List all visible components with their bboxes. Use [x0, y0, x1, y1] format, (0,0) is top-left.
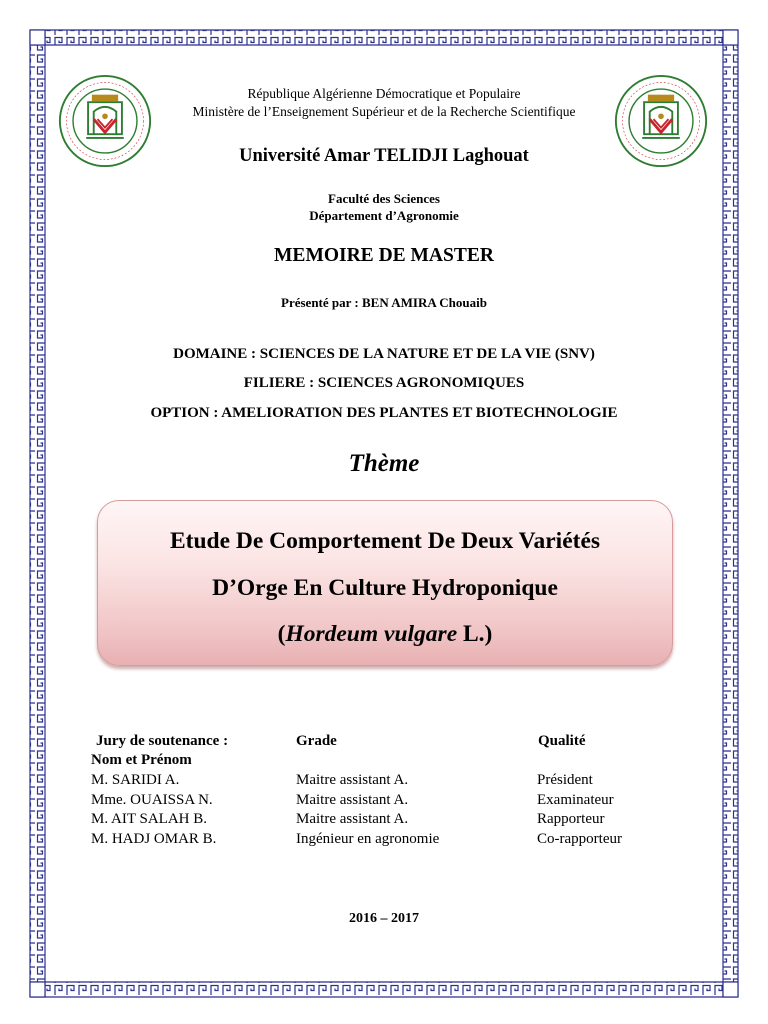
jury-grade: Maitre assistant A.: [296, 772, 409, 788]
jury-name: Mme. OUAISSA N.: [91, 792, 213, 808]
option-line: OPTION : AMELIORATION DES PLANTES ET BIOTECHNOLOGIE: [150, 405, 618, 421]
theme-label: Thème: [348, 450, 420, 477]
academic-year: 2016 – 2017: [349, 911, 419, 926]
jury-quality: Rapporteur: [537, 811, 605, 827]
republic-header: République Algérienne Démocratique et Populaire: [247, 86, 521, 101]
jury-title: Jury de soutenance :: [96, 733, 229, 749]
jury-grade: Ingénieur en agronomie: [296, 831, 440, 847]
presented-by: Présenté par : BEN AMIRA Chouaib: [281, 295, 487, 310]
jury-quality: Examinateur: [537, 792, 614, 808]
domain-line: DOMAINE : SCIENCES DE LA NATURE ET DE LA VIE (SNV): [173, 346, 595, 362]
jury-quality: Co-rapporteur: [537, 831, 622, 847]
species-name: Hordeum vulgare: [285, 621, 458, 647]
jury-grade: Maitre assistant A.: [296, 811, 409, 827]
ministry-header: Ministère de l’Enseignement Supérieur et de la Recherche Scientifique: [192, 104, 576, 119]
department-name: Département d’Agronomie: [309, 208, 459, 223]
open-paren: (: [277, 621, 286, 647]
document-type: MEMOIRE DE MASTER: [274, 245, 494, 266]
jury-name: M. AIT SALAH B.: [91, 811, 207, 827]
name-header: Nom et Prénom: [91, 752, 192, 768]
theme-line-3: [98, 621, 672, 648]
quality-header: Qualité: [538, 733, 586, 749]
jury-name: M. SARIDI A.: [91, 772, 180, 788]
grade-header: Grade: [296, 733, 337, 749]
jury-name: M. HADJ OMAR B.: [91, 831, 217, 847]
species-author: L.): [457, 621, 493, 647]
jury-quality: Président: [537, 772, 593, 788]
theme-box: [97, 500, 673, 666]
theme-line-2: D’Orge En Culture Hydroponique: [212, 575, 558, 601]
filiere-line: FILIERE : SCIENCES AGRONOMIQUES: [243, 375, 525, 391]
jury-grade: Maitre assistant A.: [296, 792, 409, 808]
university-name: Université Amar TELIDJI Laghouat: [239, 146, 529, 166]
faculty-name: Faculté des Sciences: [328, 191, 440, 206]
theme-line-1: Etude De Comportement De Deux Variétés: [169, 528, 601, 554]
